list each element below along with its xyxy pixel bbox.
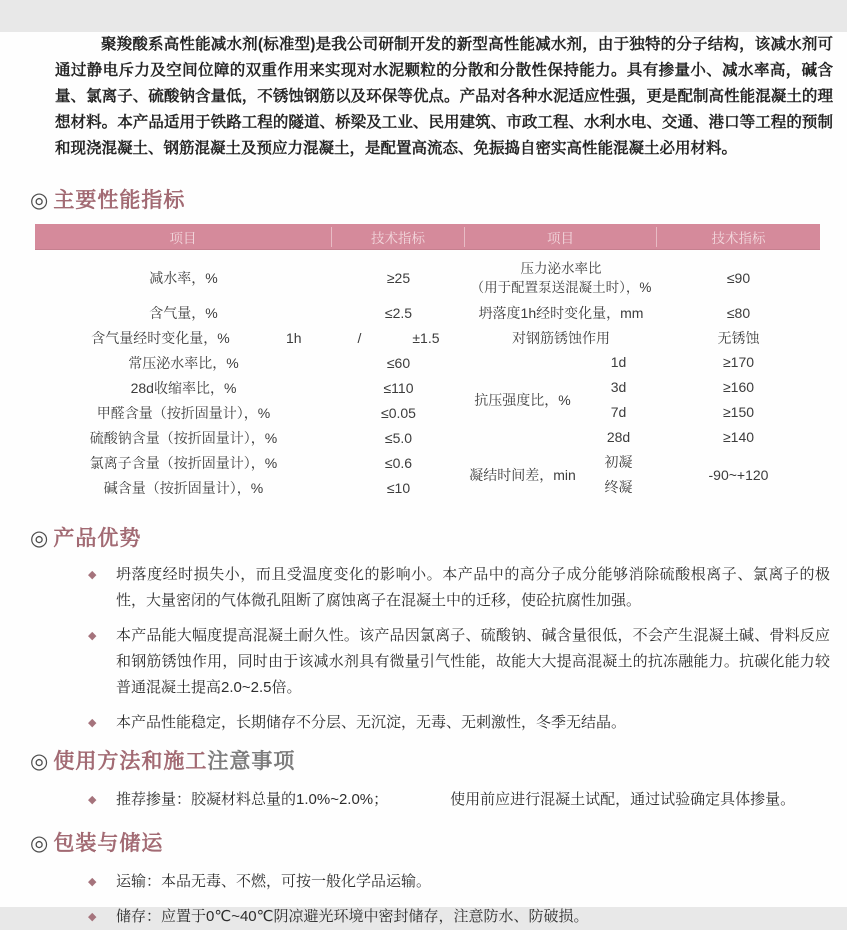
table-body — [35, 250, 820, 500]
table-header-cell: 技术指标 — [711, 230, 766, 246]
packaging-list — [88, 869, 830, 930]
section-marker-icon: ◎ — [30, 189, 50, 212]
table-row-pressure-bleeding — [465, 256, 820, 300]
table-header-cell: 项目 — [35, 227, 332, 247]
group-label: 抗压强度比，% — [474, 392, 571, 408]
table-row — [35, 375, 465, 400]
list-item-text: 储存：应置于0℃~40℃阴凉避光环境中密封储存，注意防水、防破损。 — [116, 908, 589, 925]
table-group-compressive-strength — [465, 350, 820, 450]
value-cell: 无锈蚀 — [717, 329, 760, 346]
table-right-half — [465, 256, 820, 500]
section-title-main: 使用方法和施工 — [53, 750, 208, 773]
item-cell: 减水率，% — [149, 270, 218, 286]
slash-separator: / — [357, 329, 362, 346]
list-item-text: 坍落度经时损失小，而且受温度变化的影响小。本产品中的高分子成分能够消除硫酸根离子、氯离子的极性，大量密闭的气体微孔阻断了腐蚀离子在混凝土中的迁移，使砼抗腐性加强。 — [116, 566, 830, 609]
table-row — [465, 325, 820, 350]
age-label: 1d — [610, 354, 627, 370]
section-heading-usage — [30, 745, 847, 775]
setting-label: 终凝 — [604, 479, 633, 495]
table-row — [35, 475, 465, 500]
performance-table — [35, 224, 820, 500]
section-marker-icon: ◎ — [30, 527, 50, 550]
item-cell: 氯离子含量（按折固量计），% — [89, 454, 278, 471]
table-header-cell: 项目 — [465, 227, 657, 247]
value-cell: ≤60 — [386, 354, 411, 371]
value-label: ±1.5 — [412, 329, 440, 346]
dosage-text: 推荐掺量：胶凝材料总量的1.0%~2.0%； — [116, 791, 389, 808]
table-row — [35, 400, 465, 425]
list-item — [88, 710, 830, 736]
table-group-setting-time — [465, 450, 820, 500]
list-item-text: 本产品能大幅度提高混凝土耐久性。该产品因氯离子、硫酸钠、碱含量很低，不会产生混凝土碱、骨料反应和钢筋锈蚀作用，同时由于该减水剂具有微量引气性能，故能大大提高混凝土的抗冻融能力。抗碳化能力较普通混凝土提高2.0~2.5倍。 — [116, 627, 830, 696]
section-heading-advantages — [30, 522, 847, 552]
value-label: ≥170 — [722, 354, 755, 370]
group-label: 凝结时间差，min — [469, 467, 576, 483]
diamond-bullet-icon: ◆ — [88, 569, 97, 581]
table-row-air-content-change — [35, 325, 465, 350]
intro-paragraph: 聚羧酸系高性能减水剂(标准型)是我公司研制开发的新型高性能减水剂，由于独特的分子结构，该减水剂可通过静电斥力及空间位障的双重作用来实现对水泥颗粒的分散和分散性保持能力。具有掺量小、减水率高，碱含量、氯离子、硫酸钠含量低，不锈蚀钢筋以及环保等优点。产品对各种水泥适应性强，更是配制高性能混凝土的理想材料。本产品适用于铁路工程的隧道、桥梁及工业、民用建筑、市政工程、水利水电、交通、港口等工程的预制和现浇混凝土、钢筋混凝土及预应力混凝土，是配置高流态、免振捣自密实高性能混凝土必用材料。 — [55, 36, 833, 157]
section-heading-packaging — [30, 827, 847, 857]
age-label: 7d — [610, 404, 627, 420]
item-line2: （用于配置泵送混凝土时），% — [470, 280, 652, 295]
section-marker-icon: ◎ — [30, 750, 50, 773]
table-row — [35, 256, 465, 300]
list-item — [88, 904, 830, 930]
trial-mix-note: 使用前应进行混凝土试配，通过试验确定具体掺量。 — [450, 791, 796, 808]
value-cell: ≥25 — [386, 270, 411, 286]
diamond-bullet-icon: ◆ — [88, 876, 97, 888]
value-cell: ≤90 — [726, 270, 751, 286]
value-cell: ≤10 — [386, 479, 411, 496]
diamond-bullet-icon: ◆ — [88, 630, 97, 642]
diamond-bullet-icon: ◆ — [88, 911, 97, 923]
value-label: ≥150 — [722, 404, 755, 420]
value-cell: ≤0.05 — [381, 404, 416, 421]
diamond-bullet-icon: ◆ — [88, 794, 97, 806]
item-cell: 常压泌水率比，% — [128, 354, 239, 371]
diamond-bullet-icon: ◆ — [88, 717, 97, 729]
table-header-cell: 技术指标 — [332, 227, 465, 247]
value-cell: ≤110 — [383, 379, 414, 396]
list-item-text — [116, 787, 830, 813]
value-cell: ≤2.5 — [384, 304, 413, 321]
age-label: 3d — [610, 379, 627, 395]
usage-list — [88, 787, 830, 813]
table-row — [465, 300, 820, 325]
section-title: 产品优势 — [53, 527, 142, 550]
table-row — [35, 450, 465, 475]
list-item — [88, 869, 830, 895]
item-cell — [465, 259, 657, 297]
table-header-row — [35, 224, 820, 250]
value-label: ≥140 — [722, 429, 755, 445]
value-cell: ≤80 — [726, 304, 751, 321]
group-sub-items — [580, 450, 657, 500]
table-row — [35, 300, 465, 325]
advantages-list — [88, 562, 830, 736]
item-cell: 对钢筋锈蚀作用 — [512, 329, 610, 346]
value-label: ≥160 — [722, 379, 755, 395]
list-item-text: 运输：本品无毒、不燃，可按一般化学品运输。 — [116, 873, 432, 890]
list-item-text: 本产品性能稳定，长期储存不分层、无沉淀，无毒、无刺激性，冬季无结晶。 — [116, 714, 627, 731]
item-cell: 硫酸钠含量（按折固量计），% — [89, 429, 278, 446]
product-datasheet-page — [0, 32, 847, 925]
item-cell: 28d收缩率比，% — [130, 379, 237, 396]
group-values — [657, 350, 820, 450]
table-left-half — [35, 256, 465, 500]
value-label: -90~+120 — [708, 466, 769, 483]
list-item — [88, 787, 830, 813]
list-item — [88, 623, 830, 701]
item-cell: 甲醛含量（按折固量计），% — [96, 404, 271, 421]
list-item — [88, 562, 830, 614]
section-title-sub: 注意事项 — [207, 750, 296, 773]
item-label: 含气量经时变化量，% — [91, 329, 230, 346]
group-values — [657, 450, 820, 500]
group-ages — [580, 350, 657, 450]
setting-label: 初凝 — [604, 454, 633, 470]
section-title: 主要性能指标 — [53, 189, 186, 212]
item-line1: 压力泌水率比 — [520, 261, 602, 276]
item-cell: 坍落度1h经时变化量，mm — [478, 304, 644, 321]
time-label: 1h — [286, 329, 302, 346]
age-label: 28d — [606, 429, 631, 445]
item-cell — [35, 328, 332, 348]
table-row — [35, 425, 465, 450]
section-title: 包装与储运 — [53, 832, 164, 855]
table-row — [35, 350, 465, 375]
item-cell: 含气量，% — [149, 304, 218, 321]
value-cell: ≤0.6 — [384, 454, 413, 471]
value-cell: ≤5.0 — [384, 429, 413, 446]
section-marker-icon: ◎ — [30, 832, 50, 855]
value-cell — [332, 330, 465, 346]
item-cell: 碱含量（按折固量计），% — [103, 479, 264, 496]
section-heading-performance — [30, 184, 847, 214]
